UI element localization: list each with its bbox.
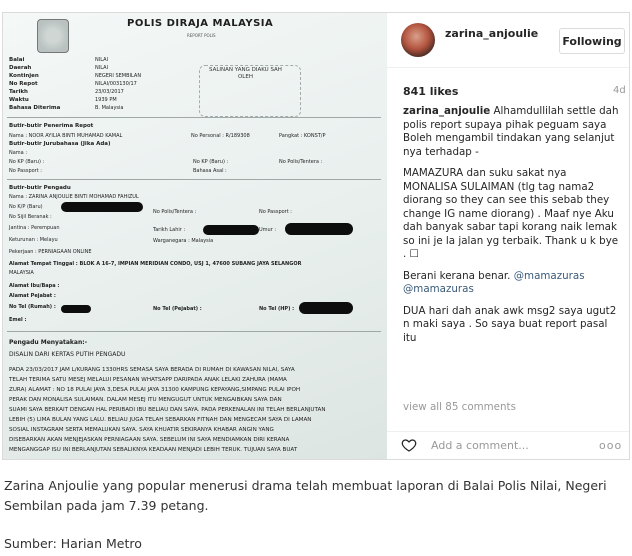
jb-field-right: Bahasa Asal :: [193, 168, 227, 174]
caption-paragraph: DUA hari dah anak awk msg2 saya ugut2 n maki saya . So saya buat report pasal itu: [403, 304, 617, 344]
field-label: No Repot: [9, 81, 38, 87]
jb-field: No Passport :: [9, 168, 42, 174]
redaction: [203, 225, 259, 235]
emel: Emel :: [9, 317, 27, 323]
article-source: Sumber: Harian Metro: [4, 536, 142, 551]
jurubahasa-header: Butir-butir Jurubahasa (Jika Ada): [9, 141, 111, 147]
post-sidebar: [387, 13, 629, 459]
pengadu-field: Pekerjaan : PERNIAGAAN ONLINE: [9, 249, 92, 255]
redaction: [299, 302, 353, 314]
field-value: 23/03/2017: [95, 89, 124, 95]
disalin: DISALIN DARI KERTAS PUTIH PENGADU: [9, 351, 126, 358]
report-body-line: TELAH TERIMA SATU MESEJ MELALUI PESANAN WHATSAPP DARIPADA ANAK LELAKI ZAHURA (MAMA: [9, 377, 287, 383]
report-body-line: SUAMI SAYA BERKAIT DENGAN HAL PERIBADI IBU BELIAU DAN SAYA. PADA PERKENALAN INI TELAH BERLANJUTAN: [9, 407, 326, 413]
field-label: Tarikh: [9, 89, 28, 95]
report-body-line: MENGANGGAP ISU INI BERLANJUTAN SEBALIKNYA KEADAAN MENJADI LEBIH TERUK. TUJUAN SAYA BUAT: [9, 447, 298, 453]
penerima-personal: No Personal : R/189308: [191, 133, 250, 139]
pengadu-menyatakan: Pengadu Menyatakan:-: [9, 339, 88, 346]
article-text: Zarina Anjoulie yang popular menerusi drama telah membuat laporan di Balai Polis Nilai, Negeri Sembilan pada jam 7.39 petang.: [4, 478, 607, 513]
post-username[interactable]: zarina_anjoulie: [445, 27, 539, 40]
no-tel-hp: No Tel (HP) :: [259, 306, 295, 312]
field-value: NILAI: [95, 57, 109, 63]
caption-text: Berani kerana benar.: [403, 269, 511, 282]
alamat-pejabat: Alamat Pejabat :: [9, 293, 56, 299]
mention-link[interactable]: @mamazuras: [513, 269, 585, 282]
field-value: NILAI/003130/17: [95, 81, 137, 87]
redaction: [61, 202, 143, 212]
field-value: NILAI: [95, 65, 109, 71]
penerima-pangkat: Pangkat : KONST/P: [279, 133, 326, 139]
report-body-line: PERAK DAN MONALISA SULAIMAN. DALAM MESEJ ITU MENGUGUT UNTUK MENGAIBKAN SAYA DAN: [9, 397, 282, 403]
alamat-ibu: Alamat Ibu/Bapa :: [9, 283, 60, 289]
jb-field: No KP (Baru) :: [9, 159, 45, 165]
pengadu-field-right: No Polis/Tentera :: [153, 209, 197, 215]
caption-username[interactable]: zarina_anjoulie: [403, 105, 491, 117]
report-body-line: PADA 23/03/2017 JAM L/KURANG 1330HRS SEMASA SAYA BERADA DI RUMAH DI KAWASAN NILAI, SAYA: [9, 367, 295, 373]
stamp-text: SALINAN YANG DIAKU SAH OLEH: [209, 67, 282, 80]
alamat-tinggal: Alamat Tempat Tinggal : BLOK A 16-7, IMPIAN MERIDIAN CONDO, USJ 1, 47600 SUBANG JAYA SELANGOR: [9, 261, 302, 267]
pengadu-field-right: Tarikh Lahir :: [153, 227, 186, 233]
field-value: 1939 PM: [95, 97, 117, 103]
instagram-embed: [2, 12, 630, 460]
report-body-line: SOSIAL INSTAGRAM SERTA MEMALUKAN SAYA. SAYA KHUATIR SEKIRANYA KHABAR ANGIN YANG: [9, 427, 274, 433]
police-report-photo: [3, 13, 387, 459]
field-value: NEGERI SEMBILAN: [95, 73, 142, 79]
pengadu-field-right: Umur :: [259, 227, 277, 233]
field-label: Bahasa Diterima: [9, 105, 61, 111]
post-header: [387, 13, 629, 68]
field-label: Waktu: [9, 97, 29, 103]
pengadu-field: No K/P (Baru): [9, 204, 43, 210]
field-label: Kontinjen: [9, 73, 39, 79]
report-body-line: DISEBARKAN AKAN MENJEJASKAN PERNIAGAAN SAYA. SEBELUM INI SAYA MENDIAMKAN DIRI KERANA: [9, 437, 290, 443]
report-body-line: ZURA) ALAMAT : NO 18 PULAI JAYA 3,DESA PULAI JAYA 31300 KAMPUNG KEPAYANG,SIMPANG PULAI IPOH: [9, 387, 301, 393]
field-value: B. Malaysia: [95, 105, 124, 111]
report-subtitle: REPORT POLIS: [187, 33, 216, 38]
report-body-line: LEBIH (5) LIMA BULAN YANG LALU. BELIAU JUGA TELAH SEBARKAN FITNAH DAN MENGECAM SAYA DI LAMAN: [9, 417, 312, 423]
caption-text: Alhamdullilah settle dah polis report supaya pihak peguam saya Boleh mengambil tindakan yang selanjut nya terhadap -: [403, 105, 619, 158]
redaction: [61, 305, 91, 313]
no-tel-rumah: No Tel (Rumah) :: [9, 304, 56, 310]
report-title: POLIS DIRAJA MALAYSIA: [127, 18, 274, 29]
add-comment-input[interactable]: Add a comment...: [431, 439, 529, 452]
jb-field-right: No Polis/Tentera :: [279, 159, 323, 165]
divider: [7, 331, 381, 332]
no-tel-pejabat: No Tel (Pejabat) :: [153, 306, 202, 312]
pengadu-field: Keturunan : Melayu: [9, 237, 58, 243]
post-caption: [403, 105, 623, 353]
pengadu-field: No Sijil Beranak :: [9, 214, 52, 220]
field-label: Balai: [9, 57, 25, 63]
pengadu-field: Jantina : Perempuan: [9, 225, 60, 231]
field-label: Daerah: [9, 65, 32, 71]
divider: [7, 179, 381, 180]
alamat-country: MALAYSIA: [9, 270, 34, 276]
pengadu-header: Butir-butir Pengadu: [9, 185, 71, 191]
redaction: [285, 223, 353, 235]
jb-field-right: No KP (Baru) :: [193, 159, 229, 165]
following-button[interactable]: Following: [559, 28, 625, 54]
heart-icon[interactable]: [401, 437, 417, 453]
police-crest-icon: [37, 19, 69, 53]
mention-link[interactable]: @mamazuras: [403, 283, 474, 295]
penerima-nama: Nama : NOOR AYILIA BINTI MUHAMAD KAMAL: [9, 133, 123, 139]
divider: [7, 117, 381, 118]
pengadu-field-right: No Passport :: [259, 209, 292, 215]
avatar[interactable]: [401, 23, 435, 57]
penerima-header: Butir-butir Penerima Repot: [9, 123, 94, 129]
caption-paragraph: MAMAZURA dan suku sakat nya MONALISA SULAIMAN (tlg tag nama2 diorang so they can see this sebab they change IG name diorang) . Maaf nye Aku dah banyak sabar tapi korang naik lemak so ini je la jalan yg terbaik. Thank u k bye . ☐: [403, 167, 619, 260]
pengadu-nama: Nama : ZARINA ANJOULIE BINTI MOHAMAD FAHIZUL: [9, 194, 139, 200]
more-options-icon[interactable]: ooo: [599, 439, 623, 452]
view-all-comments-link[interactable]: view all 85 comments: [403, 401, 516, 413]
likes-count[interactable]: 841 likes: [403, 85, 459, 98]
post-age[interactable]: 4d: [613, 85, 626, 96]
jb-field: Nama :: [9, 150, 28, 156]
pengadu-field-right: Warganegara : Malaysia: [153, 238, 214, 244]
